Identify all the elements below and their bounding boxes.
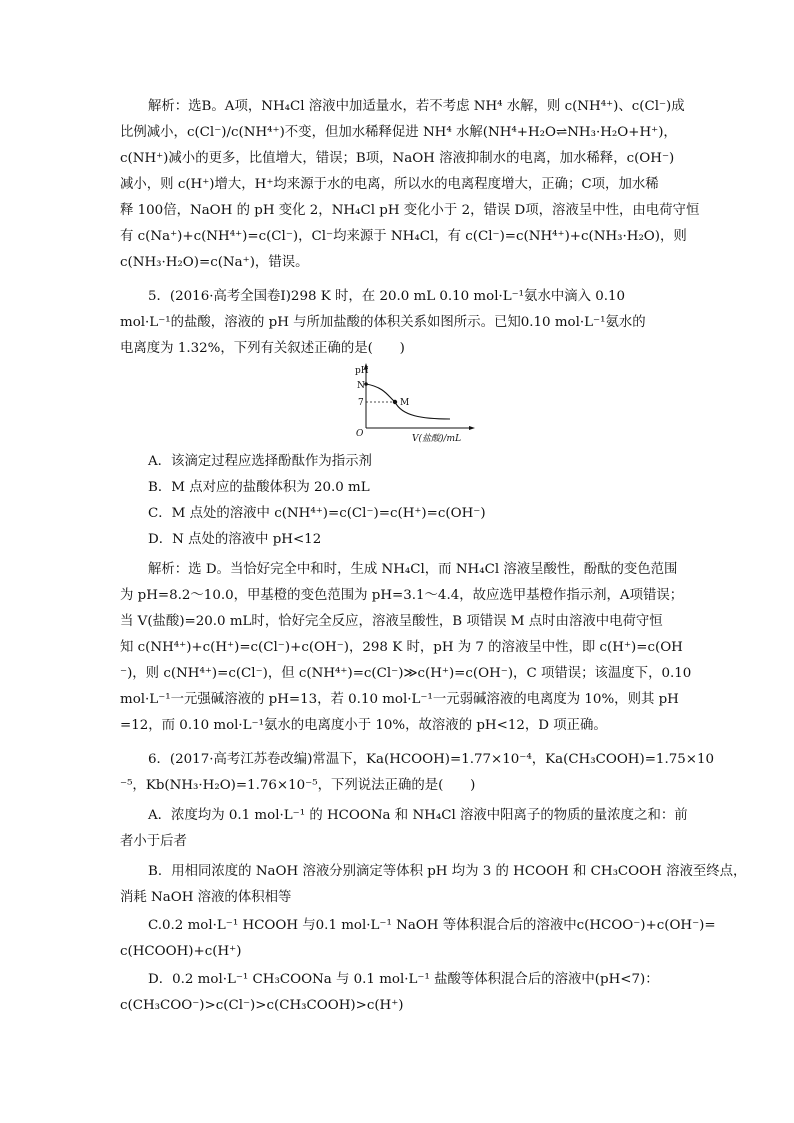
question-6-stem: ⁻⁵，Kb(NH₃·H₂O)=1.76×10⁻⁵，下列说法正确的是( ) xyxy=(120,778,476,793)
question-6-option-a-cont: 者小于后者 xyxy=(120,834,187,849)
question-5-analysis: 解析：选 D。当恰好完全中和时，生成 NH₄Cl，而 NH₄Cl 溶液呈酸性，酚酞的变色范围 xyxy=(148,562,678,577)
analysis-4-line: 解析：选B。A项，NH₄Cl 溶液中加适量水，若不考虑 NH⁴ 水解，则 c(NH⁴⁺)、c(Cl⁻)成 xyxy=(148,99,685,114)
tick-7-label: 7 xyxy=(358,398,364,408)
question-6-option-d: D．0.2 mol·L⁻¹ CH₃COONa 与 0.1 mol·L⁻¹ 盐酸等体积混合后的溶液中(pH<7)： xyxy=(148,972,659,987)
y-axis-label: pH xyxy=(355,366,369,376)
question-5-option-d: D．N 点处的溶液中 pH<12 xyxy=(148,532,322,547)
question-6-option-b-cont: 消耗 NaOH 溶液的体积相等 xyxy=(120,890,292,905)
analysis-4-line: 减小，则 c(H⁺)增大，H⁺均来源于水的电离，所以水的电离程度增大，正确；C项，加水稀 xyxy=(120,177,659,192)
question-6-option-a: A．浓度均为 0.1 mol·L⁻¹ 的 HCOONa 和 NH₄Cl 溶液中阳离子的物质的量浓度之和：前 xyxy=(148,808,688,823)
question-6-option-c-cont: c(HCOOH)+c(H⁺) xyxy=(120,944,242,959)
point-n-label: N xyxy=(357,381,365,391)
question-5-stem: 5．(2016·高考全国卷Ⅰ)298 K 时，在 20.0 mL 0.10 mol·L⁻¹氨水中滴入 0.10 xyxy=(148,289,626,304)
question-5-stem: mol·L⁻¹的盐酸，溶液的 pH 与所加盐酸的体积关系如图所示。已知0.10 mol·L⁻¹氨水的 xyxy=(120,315,646,330)
analysis-4-line: c(NH₃·H₂O)=c(Na⁺)，错误。 xyxy=(120,255,309,270)
analysis-4-line: 释 100倍，NaOH 的 pH 变化 2，NH₄Cl pH 变化小于 2，错误 D项，溶液呈中性，由电荷守恒 xyxy=(120,203,700,218)
question-5-analysis: =12，而 0.10 mol·L⁻¹氨水的电离度小于 10%，故溶液的 pH<12，D 项正确。 xyxy=(120,718,607,733)
analysis-4-line: c(NH⁺)减小的更多，比值增大，错误；B项，NaOH 溶液抑制水的电离，加水稀释，c(OH⁻) xyxy=(120,151,675,166)
question-6-option-b: B．用相同浓度的 NaOH 溶液分别滴定等体积 pH 均为 3 的 HCOOH 和 CH₃COOH 溶液至终点， xyxy=(148,864,747,879)
question-6-option-d-cont: c(CH₃COO⁻)>c(Cl⁻)>c(CH₃COOH)>c(H⁺) xyxy=(120,998,404,1013)
origin-label: O xyxy=(356,429,364,439)
question-5-stem: 电离度为 1.32%，下列有关叙述正确的是( ) xyxy=(120,341,405,356)
question-5-analysis: mol·L⁻¹一元强碱溶液的 pH=13，若 0.10 mol·L⁻¹一元弱碱溶液的电离度为 10%，则其 pH xyxy=(120,692,679,707)
x-axis-label: V(盐酸)/mL xyxy=(412,434,462,444)
question-5-analysis: 知 c(NH⁴⁺)+c(H⁺)=c(Cl⁻)+c(OH⁻)，298 K 时，pH 为 7 的溶液呈中性，即 c(H⁺)=c(OH xyxy=(120,640,683,655)
question-5-option-c: C．M 点处的溶液中 c(NH⁴⁺)=c(Cl⁻)=c(H⁺)=c(OH⁻) xyxy=(148,506,486,521)
point-m-label: M xyxy=(400,398,410,408)
point-m-marker xyxy=(393,400,397,404)
x-axis-arrow xyxy=(469,426,475,430)
analysis-4-line: 比例减小，c(Cl⁻)/c(NH⁴⁺)不变，但加水稀释促进 NH⁴ 水解(NH⁴+H₂O⇌NH₃·H₂O+H⁺)， xyxy=(120,125,677,140)
question-6-stem: 6．(2017·高考江苏卷改编)常温下，Ka(HCOOH)=1.77×10⁻⁴，Ka(CH₃COOH)=1.75×10 xyxy=(148,752,715,767)
question-5-analysis: 当 V(盐酸)=20.0 mL时，恰好完全反应，溶液呈酸性，B 项错误 M 点时由溶液中电荷守恒 xyxy=(120,614,663,629)
question-5-analysis: 为 pH=8.2～10.0，甲基橙的变色范围为 pH=3.1～4.4，故应选甲基橙作指示剂，A项错误； xyxy=(120,588,684,603)
question-5-option-a: A．该滴定过程应选择酚酞作为指示剂 xyxy=(148,454,372,469)
question-5-analysis: ⁻)，则 c(NH⁴⁺)=c(Cl⁻)，但 c(NH⁴⁺)=c(Cl⁻)≫c(H⁺)=c(OH⁻)，C 项错误；该温度下，0.10 xyxy=(120,666,692,681)
titration-curve-figure xyxy=(350,360,480,448)
question-5-option-b: B．M 点对应的盐酸体积为 20.0 mL xyxy=(148,480,370,495)
question-6-option-c: C.0.2 mol·L⁻¹ HCOOH 与0.1 mol·L⁻¹ NaOH 等体积混合后的溶液中c(HCOO⁻)+c(OH⁻)= xyxy=(148,918,716,933)
analysis-4-line: 有 c(Na⁺)+c(NH⁴⁺)=c(Cl⁻)，Cl⁻均来源于 NH₄Cl，有 c(Cl⁻)=c(NH⁴⁺)+c(NH₃·H₂O)，则 xyxy=(120,229,687,244)
